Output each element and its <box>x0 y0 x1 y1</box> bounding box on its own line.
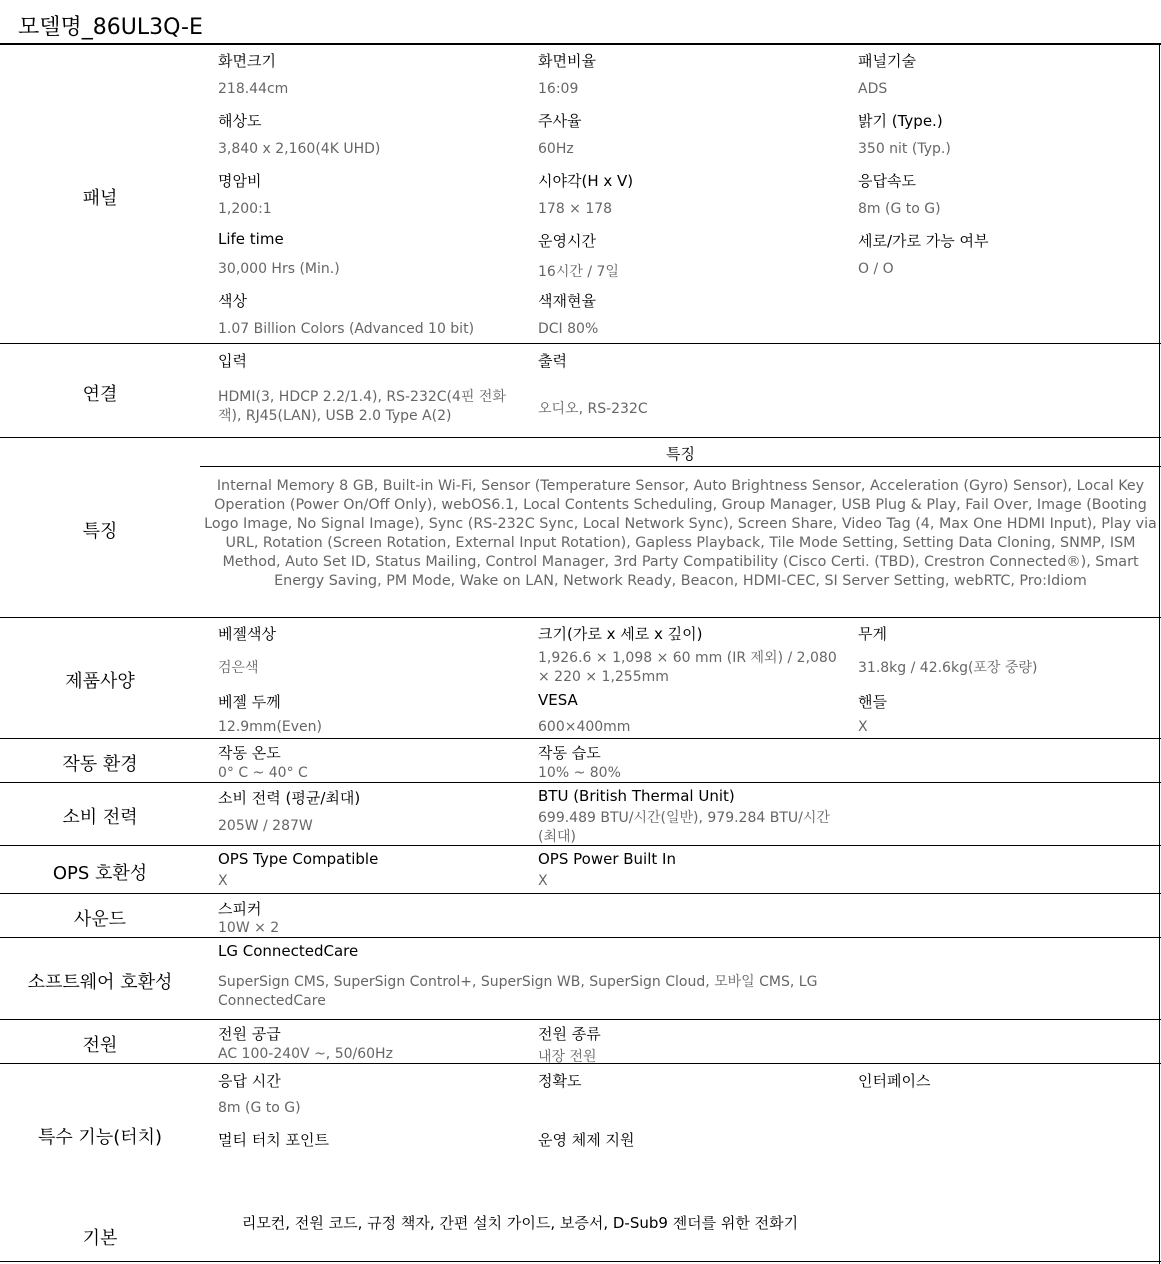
power-supply-label: 전원 공급 <box>218 1025 281 1043</box>
vesa-value: 600×400mm <box>538 719 631 735</box>
divider <box>0 738 1161 739</box>
output-value: 오디오, RS-232C <box>538 401 648 417</box>
divider <box>0 893 1161 894</box>
size-value: 1,926.6 × 1,098 × 60 mm (IR 제외) / 2,080 × 220 × 1,255mm <box>538 650 837 685</box>
category-power: 전원 <box>82 1035 118 1056</box>
spec-label: 밝기 (Type.) <box>858 112 943 130</box>
spec-value: 8m (G to G) <box>858 201 941 217</box>
handle-label: 핸들 <box>858 693 887 711</box>
humidity-value: 10% ~ 80% <box>538 765 621 781</box>
category-environment: 작동 환경 <box>62 754 138 775</box>
divider <box>0 617 1161 618</box>
power-type-value: 내장 전원 <box>538 1049 597 1065</box>
spec-label: 주사율 <box>538 112 582 130</box>
category-sound: 사운드 <box>73 909 127 930</box>
speaker-label: 스피커 <box>218 900 262 918</box>
spec-value: ADS <box>858 81 888 97</box>
category-basic: 기본 <box>82 1228 118 1249</box>
spec-value: 16시간 / 7일 <box>538 264 619 280</box>
header-divider <box>0 43 1161 45</box>
divider <box>0 937 1161 938</box>
speaker-value: 10W × 2 <box>218 920 280 936</box>
btu-value: 699.489 BTU/시간(일반), 979.284 BTU/시간(최대) <box>538 810 830 845</box>
spec-value: 218.44cm <box>218 81 289 97</box>
touch-response-value: 8m (G to G) <box>218 1100 301 1116</box>
ops-type-label: OPS Type Compatible <box>218 850 379 868</box>
category-touch: 특수 기능(터치) <box>37 1127 163 1148</box>
spec-label: 운영시간 <box>538 232 596 250</box>
divider <box>0 1019 1161 1020</box>
weight-value: 31.8kg / 42.6kg(포장 중량) <box>858 660 1038 676</box>
spec-label: 시야각(H x V) <box>538 172 634 190</box>
spec-label: 세로/가로 가능 여부 <box>858 232 989 250</box>
category-ops: OPS 호환성 <box>52 863 148 884</box>
software-label: LG ConnectedCare <box>218 942 359 960</box>
ops-power-value: X <box>538 873 548 889</box>
spec-value: DCI 80% <box>538 321 599 337</box>
size-label: 크기(가로 x 세로 x 깊이) <box>538 625 703 643</box>
os-support-label: 운영 체제 지원 <box>538 1131 635 1149</box>
power-avg-value: 205W / 287W <box>218 818 313 834</box>
spec-label: 해상도 <box>218 112 262 130</box>
category-features: 특징 <box>82 521 118 542</box>
handle-value: X <box>858 719 868 735</box>
spec-label: 화면크기 <box>218 52 276 70</box>
power-supply-value: AC 100-240V ~, 50/60Hz <box>218 1046 393 1062</box>
features-text: Internal Memory 8 GB, Built-in Wi-Fi, Sensor (Temperature Sensor, Auto Brightness Sensor, Acceleration (Gyro) Sensor), Local Key Operation (Power On/Off Only), webOS6.1, Local Contents Scheduling, Group Manager, USB Plug & Play, Fail Over, Image (Booting Logo Image, No Signal Image), Sync (RS-232C Sync, Local Network Sync), Screen Share, Video Tag (4, Max One HDMI Input), Play via URL, Rotation (Screen Rotation, External Input Rotation), Gapless Playback, Tile Mode Setting, Setting Data Cloning, SNMP, ISM Method, Auto Set ID, Status Mailing, Control Manager, 3rd Party Compatibility (Cisco Certi. (TBD), Crestron Connected®), Smart Energy Saving, PM Mode, Wake on LAN, Network Ready, Beacon, HDMI-CEC, SI Server Setting, webRTC, Pro:Idiom <box>204 478 1157 589</box>
multitouch-label: 멀티 터치 포인트 <box>218 1131 329 1149</box>
vesa-label: VESA <box>538 691 578 709</box>
spec-value: 3,840 x 2,160(4K UHD) <box>218 141 381 157</box>
touch-response-label: 응답 시간 <box>218 1072 281 1090</box>
bezel-color-value: 검은색 <box>218 660 259 676</box>
divider <box>0 437 1161 438</box>
bezel-thickness-value: 12.9mm(Even) <box>218 719 322 735</box>
input-label: 입력 <box>218 352 247 370</box>
temperature-value: 0° C ~ 40° C <box>218 765 308 781</box>
divider <box>0 782 1161 783</box>
touch-interface-label: 인터페이스 <box>858 1072 931 1090</box>
btu-label: BTU (British Thermal Unit) <box>538 787 735 805</box>
spec-label: 색재현율 <box>538 292 596 310</box>
spec-value: O / O <box>858 261 894 277</box>
spec-value: 60Hz <box>538 141 574 157</box>
divider <box>200 466 1161 467</box>
spec-value: 30,000 Hrs (Min.) <box>218 261 340 277</box>
spec-value: 178 × 178 <box>538 201 613 217</box>
spec-label: 명암비 <box>218 172 262 190</box>
temperature-label: 작동 온도 <box>218 744 281 762</box>
humidity-label: 작동 습도 <box>538 744 601 762</box>
category-product: 제품사양 <box>65 671 135 692</box>
software-value: SuperSign CMS, SuperSign Control+, SuperSign WB, SuperSign Cloud, 모바일 CMS, LG ConnectedCare <box>218 974 818 1009</box>
weight-label: 무게 <box>858 625 887 643</box>
power-type-label: 전원 종류 <box>538 1025 601 1043</box>
spec-label: 응답속도 <box>858 172 916 190</box>
spec-value: 16:09 <box>538 81 579 97</box>
features-heading: 특징 <box>666 445 695 463</box>
bezel-color-label: 베젤색상 <box>218 625 276 643</box>
ops-type-value: X <box>218 873 228 889</box>
spec-value: 1.07 Billion Colors (Advanced 10 bit) <box>218 321 475 337</box>
spec-label: Life time <box>218 230 284 248</box>
input-value: HDMI(3, HDCP 2.2/1.4), RS-232C(4핀 전화 잭), RJ45(LAN), USB 2.0 Type A(2) <box>218 389 506 424</box>
category-power-consumption: 소비 전력 <box>62 807 138 828</box>
output-label: 출력 <box>538 352 567 370</box>
spec-value: 350 nit (Typ.) <box>858 141 951 157</box>
category-software: 소프트웨어 호환성 <box>27 972 173 993</box>
spec-label: 화면비율 <box>538 52 596 70</box>
page-title: 모델명_86UL3Q-E <box>18 15 203 40</box>
category-panel: 패널 <box>82 188 118 209</box>
spec-value: 1,200:1 <box>218 201 272 217</box>
power-avg-label: 소비 전력 (평균/최대) <box>218 789 361 807</box>
divider <box>0 343 1161 344</box>
right-border <box>1159 44 1160 1264</box>
spec-label: 패널기술 <box>858 52 916 70</box>
divider <box>0 1261 1161 1262</box>
ops-power-label: OPS Power Built In <box>538 850 676 868</box>
bezel-thickness-label: 베젤 두께 <box>218 693 281 711</box>
basic-contents: 리모컨, 전원 코드, 규정 책자, 간편 설치 가이드, 보증서, D-Sub9 젠더를 위한 전화기 <box>241 1214 799 1232</box>
category-connection: 연결 <box>82 384 118 405</box>
touch-accuracy-label: 정확도 <box>538 1072 582 1090</box>
spec-label: 색상 <box>218 292 247 310</box>
